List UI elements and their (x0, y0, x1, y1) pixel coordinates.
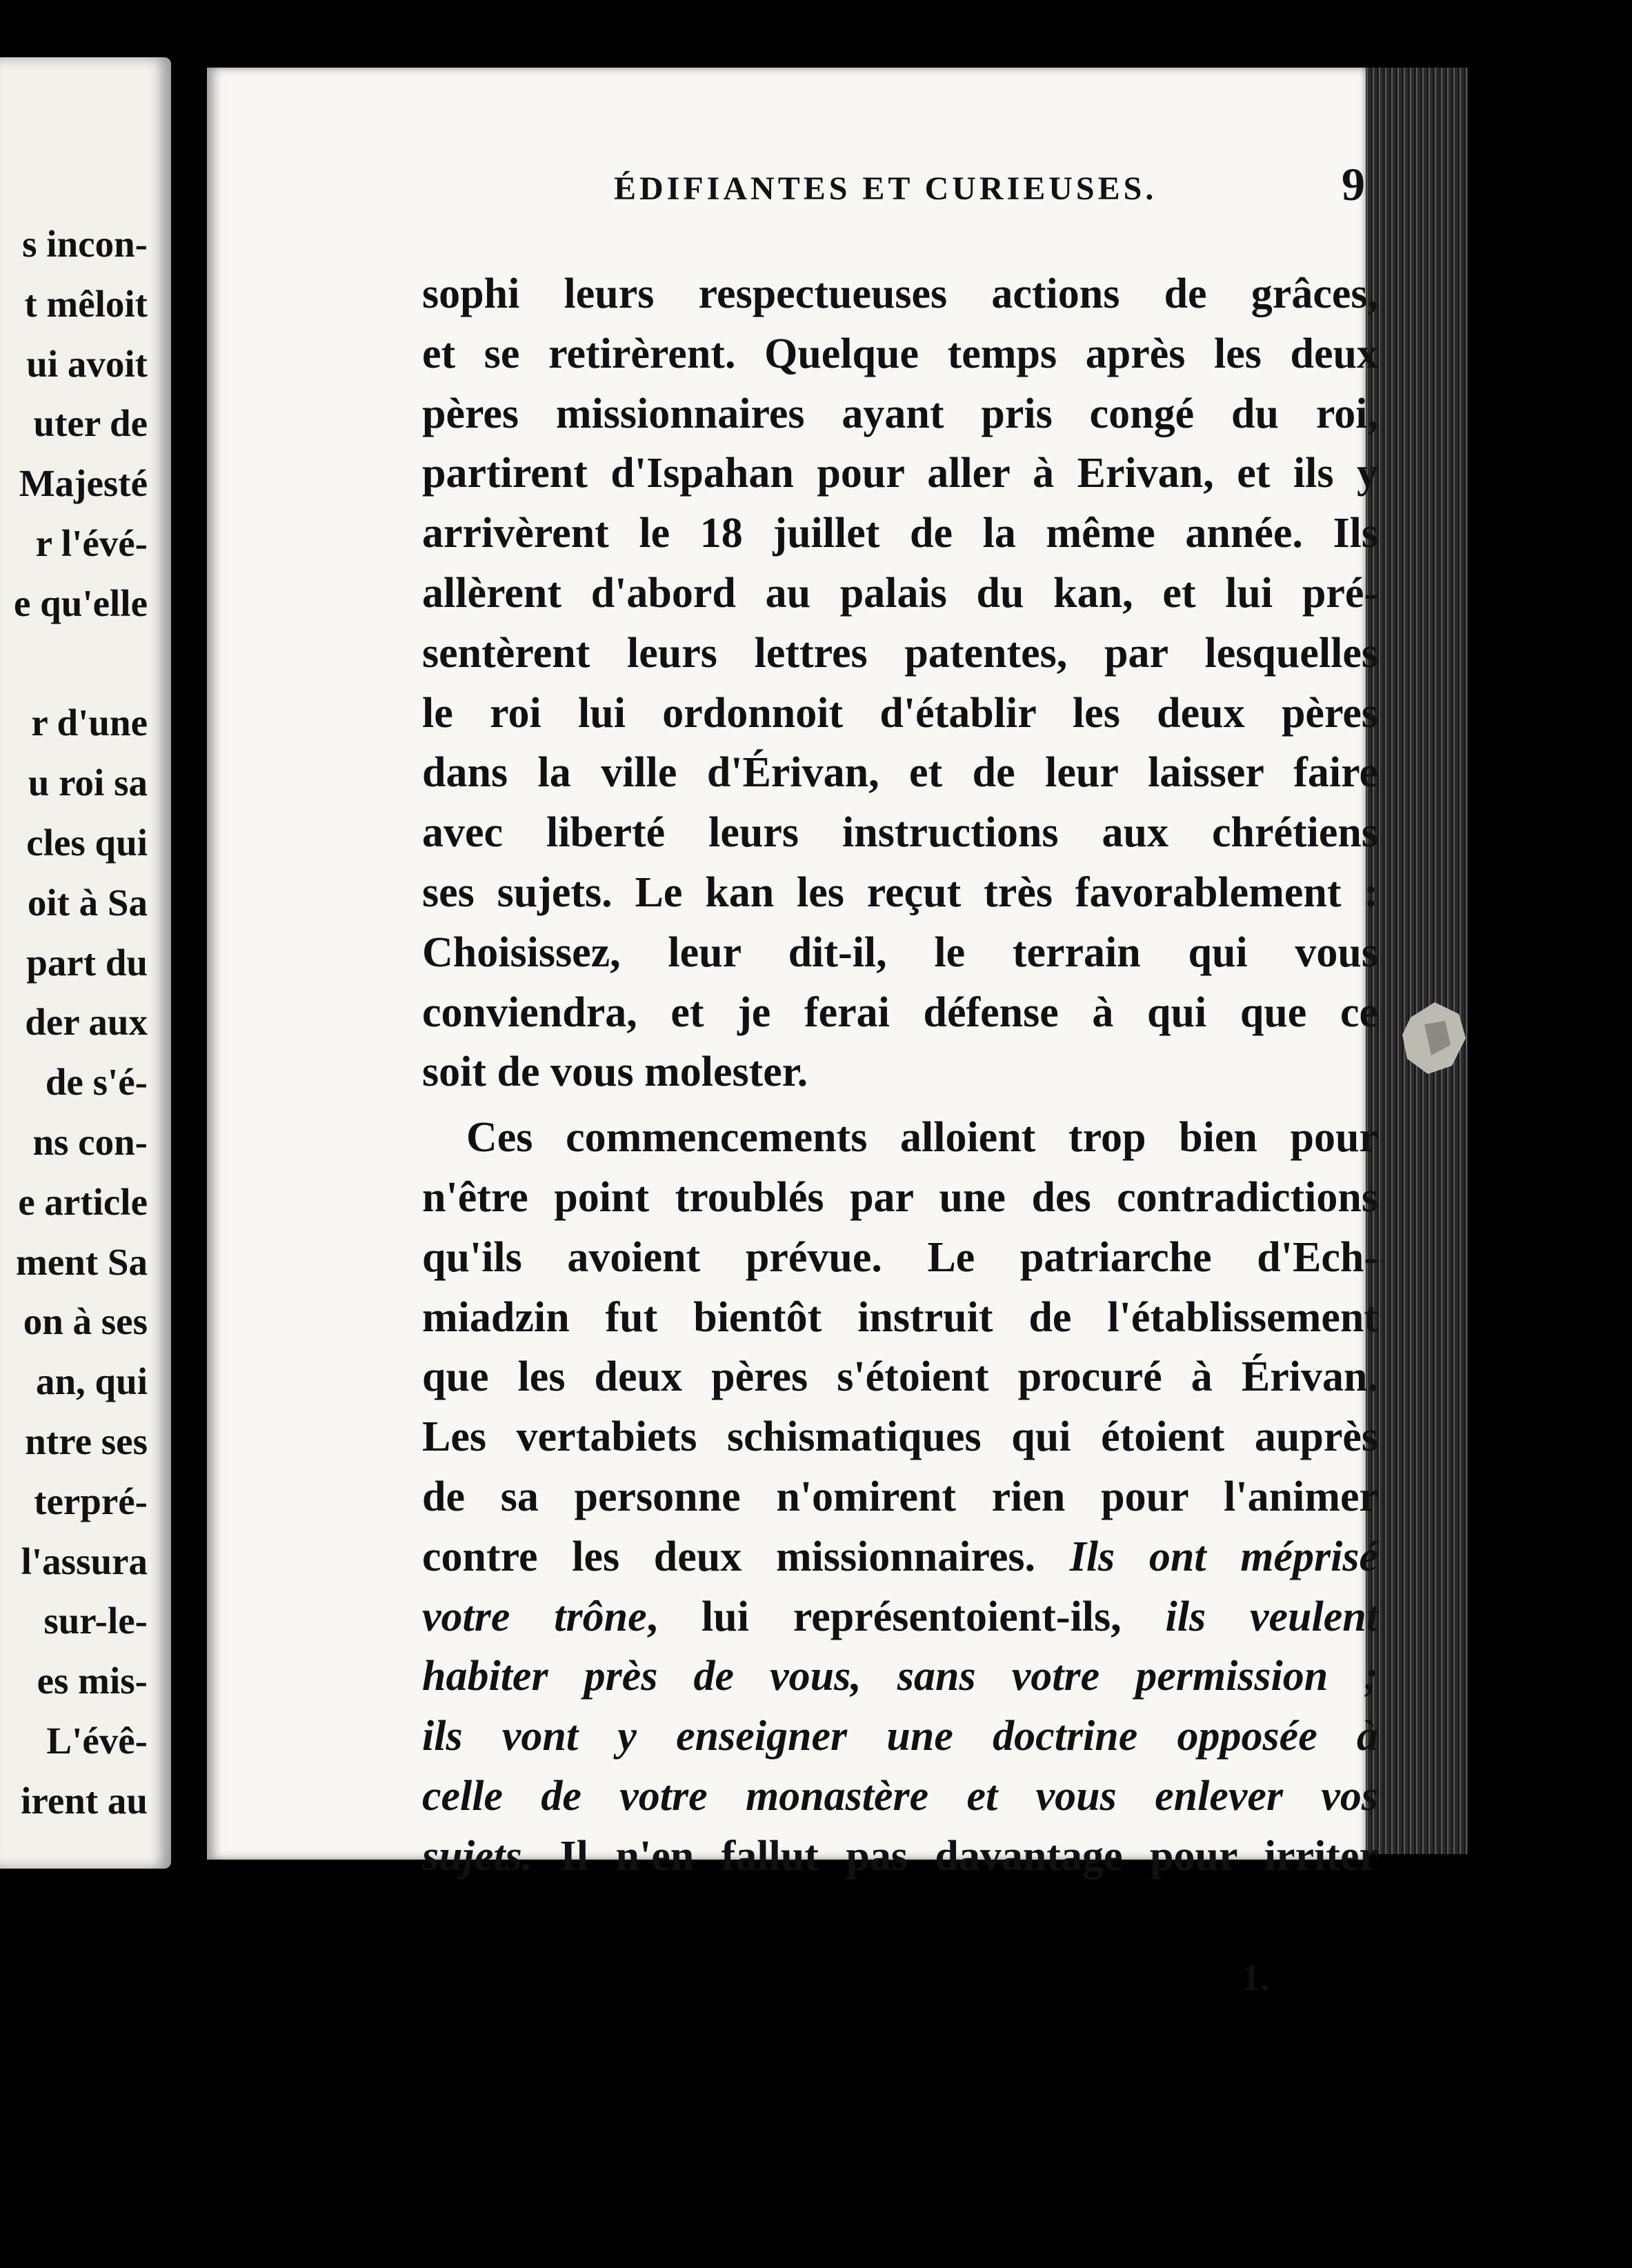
text-line (422, 1827, 1378, 1886)
left-page-line: ns con- (32, 1121, 148, 1163)
left-page-line: uter de (33, 402, 148, 445)
left-page-line: part du (26, 941, 148, 984)
roman-span: Il n'en fallut pas davantage pour irriter (533, 1832, 1378, 1880)
left-page-line: s incon- (22, 223, 148, 265)
left-page-line: r d'une (31, 702, 148, 744)
text-line: que les deux pères s'étoient procuré à Érivan. (422, 1353, 1378, 1401)
italic-span: ils vont y enseigner une doctrine opposée à (422, 1713, 1378, 1760)
left-page-line: es mis- (37, 1660, 148, 1702)
left-page-line: ui avoit (26, 342, 148, 385)
italic-span: ils veulent (1165, 1593, 1378, 1640)
left-page-line: an, qui (35, 1360, 148, 1403)
text-line: sentèrent leurs lettres patentes, par lesquelles (422, 629, 1378, 677)
text-line: allèrent d'abord au palais du kan, et lui pré- (422, 570, 1378, 617)
left-page-line: t mêloit (24, 282, 148, 325)
left-page-line: ment Sa (16, 1240, 148, 1283)
left-page-line: terpré- (34, 1480, 148, 1522)
text-line: Ces commencements alloient trop bien pour (466, 1114, 1378, 1162)
italic-span: sujets. (422, 1832, 533, 1880)
book-page (207, 68, 1378, 1998)
text-line: n'être point troublés par une des contradictions (422, 1174, 1378, 1221)
left-page-line: de s'é- (45, 1061, 148, 1104)
text-line (422, 1587, 1378, 1647)
text-line (422, 1527, 1378, 1586)
text-line: soit de vous molester. (422, 1048, 808, 1096)
left-page-line: on à ses (23, 1300, 148, 1343)
text-line: le roi lui ordonnoit d'établir les deux pères (422, 689, 1378, 737)
left-page-line: l'assura (21, 1540, 148, 1582)
text-line: conviendra, et je ferai défense à qui que ce (422, 988, 1378, 1036)
text-line: avec liberté leurs instructions aux chrétiens (422, 809, 1378, 857)
running-head: ÉDIFIANTES ET CURIEUSES. (614, 170, 1157, 207)
left-page-line: cles qui (26, 822, 148, 864)
signature-mark: 1. (1242, 1957, 1270, 1998)
left-page-line: irent au (21, 1779, 148, 1822)
text-line: arrivèrent le 18 juillet de la même année. Ils (422, 510, 1378, 557)
text-line: qu'ils avoient prévue. Le patriarche d'Ech- (422, 1233, 1378, 1281)
left-page-line: r l'évé- (35, 522, 148, 564)
roman-span: contre les deux missionnaires. (422, 1533, 1070, 1580)
left-page-line: der aux (25, 1001, 148, 1044)
italic-span: Ils ont méprisé (1069, 1533, 1378, 1580)
text-line: et se retirèrent. Quelque temps après les deux (422, 330, 1378, 377)
left-page-line: e article (18, 1180, 148, 1223)
text-line (422, 1647, 1378, 1706)
text-line: Choisissez, leur dit-il, le terrain qui vous (422, 928, 1378, 976)
italic-span: celle de votre monastère et vous enlever vos (422, 1773, 1378, 1820)
text-line: de sa personne n'omirent rien pour l'animer (422, 1473, 1378, 1520)
previous-page-fragment (0, 57, 171, 1869)
text-line: miadzin fut bientôt instruit de l'établissement (422, 1293, 1378, 1341)
text-line: dans la ville d'Érivan, et de leur laisser faire (422, 749, 1378, 797)
left-page-line: e qu'elle (13, 581, 148, 624)
left-page-line: u roi sa (28, 762, 148, 804)
italic-span: votre trône (422, 1593, 647, 1640)
paper-stain (1397, 997, 1473, 1080)
page-number: 9 (1342, 158, 1365, 210)
page-edge (1364, 68, 1468, 1854)
left-page-line: oit à Sa (27, 881, 148, 924)
left-page-line: Majesté (19, 462, 148, 505)
roman-span: , lui représentoient-ils, (646, 1593, 1166, 1640)
text-line: sophi leurs respectueuses actions de grâces, (422, 270, 1378, 317)
text-line (422, 1707, 1378, 1766)
text-line: Les vertabiets schismatiques qui étoient auprès (422, 1413, 1378, 1461)
left-page-line: L'évê- (46, 1720, 148, 1762)
text-line: partirent d'Ispahan pour aller à Erivan, et ils y (422, 450, 1378, 497)
italic-span: habiter près de vous, sans votre permission ; (422, 1653, 1378, 1700)
text-line: ses sujets. Le kan les reçut très favorablement : (422, 869, 1378, 916)
text-line (422, 1767, 1378, 1826)
text-line: pères missionnaires ayant pris congé du roi, (422, 390, 1378, 437)
left-page-line: ntre ses (25, 1420, 148, 1462)
left-page-line: sur-le- (43, 1600, 148, 1642)
